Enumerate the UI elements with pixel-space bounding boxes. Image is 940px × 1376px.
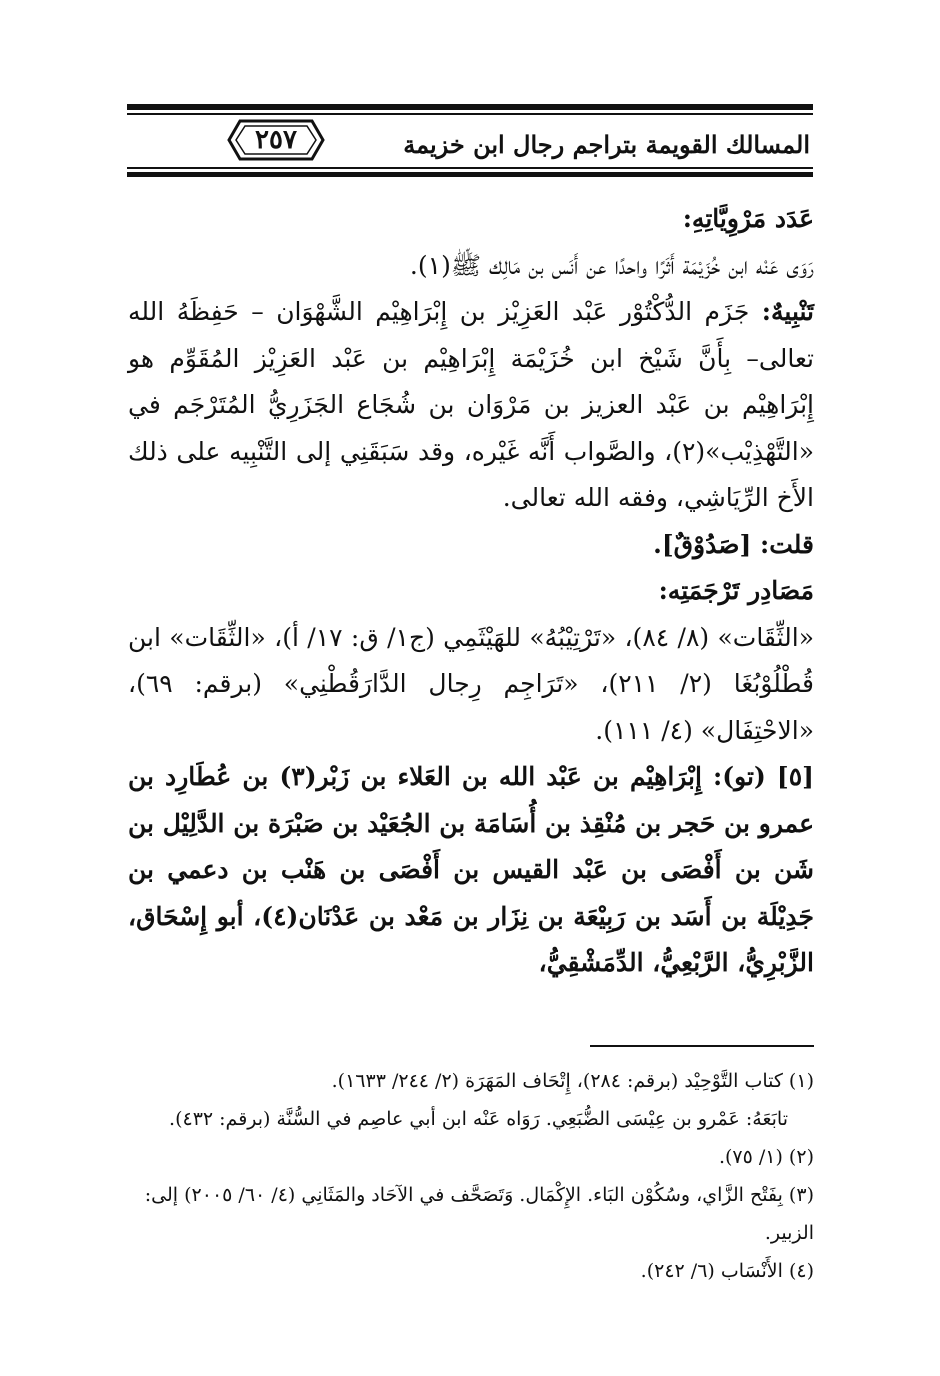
footnote: تابَعَهُ: عَمْرو بن عِيْسَى الضُّبَعِي. رَوَاه عَنْه ابن أبي عاصِم في السُّنَّة (برقم: ٤٣٢). xyxy=(169,1108,788,1130)
entry-text: (تو): إِبْرَاهِيْم بن عَبْد الله بن العَلاء بن زَبْر(٣) بن عُطَارِد بن عمرو بن حَجر بن مُنْقِذ بن أُسَامَة بن الجُعَيْد بن صَبْرَة بن الدَّلِيْل بن شَن بن أَفْصَى بن عَبْد القيس بن أَفْصَى بن هَنْب بن دعمي بن جَدِيْلَة بن أَسَد بن رَبِيْعَة بن نِزَار بن مَعْد بن عَدْنَان(٤)، أبو إِسْحَاق، الزَّبْرِيُّ، الرَّبْعِيُّ، الدِّمَشْقِيُّ، xyxy=(128,762,814,977)
note-label: تَنْبِيهٌ: xyxy=(761,297,814,326)
header-rule-top-thin xyxy=(127,113,813,115)
sources-text: «الثِّقَات» (٨/ ٨٤)، «تَرْتِيْبُهُ» للهَيْثَمِي (ج١/ ق: ١٧/ أ)، «الثِّقَات» ابن قُطْلُوْبُغَا (٢/ ٢١١)، «تَرَاجِم رِجال الدَّارَقُطْنِي» (برقم: ٦٩)، «الاحْتِفَال» (٤/ ١١١). xyxy=(128,622,814,745)
main-text xyxy=(128,196,814,987)
note-text: جَزَم الدُّكْتُوْر عَبْد العَزِيْز بن إِبْرَاهِيْم الشَّهْوَان – حَفِظَهُ الله تعالى– بِأَنَّ شَيْخ ابن خُزَيْمَة إِبْرَاهِيْم بن عَبْد العَزِيْز المُقَوِّم هو إِبْرَاهِيْم بن عَبْد العزيز بن مَرْوَان بن شُجَاع الجَزَرِيُّ المُتَرْجَم في «التَّهْذِيْب»(٢)، والصَّواب أَنَّه غَيْره، وقد سَبَقَنِي إلى التَّنْبِيه على ذلك الأَخ الرِّيَاشِي، وفقه الله تعالى. xyxy=(128,297,814,512)
footnote: (٢) (١/ ٧٥). xyxy=(718,1146,814,1168)
page-number-frame xyxy=(226,118,326,162)
footnote-separator xyxy=(590,1045,814,1047)
header-rule-top-thick xyxy=(127,104,813,110)
running-header-title: المسالك القويمة بتراجم رجال ابن خزيمة xyxy=(403,130,810,159)
sources-heading: مَصَادِر تَرْجَمَتِه: xyxy=(658,576,814,605)
footnote: (٤) الأَنْسَاب (٦/ ٢٤٢). xyxy=(640,1260,814,1282)
footnotes xyxy=(128,1062,814,1290)
verdict: قلت: [صَدُوْقٌ]. xyxy=(653,529,814,559)
footnote: (١) كتاب التَّوْحِيْد (برقم: ٢٨٤)، إِتْحَاف المَهَرَة (٢/ ٢٤٤/ ١٦٣٣). xyxy=(331,1070,814,1092)
count-heading: عَدَد مَرْوِيَّاتِهِ: xyxy=(682,204,814,233)
count-text: رَوَى عَنْه ابن خُزَيْمَة أَثَرًا واحدًا عن أَنَس بن مَالِك ﷺ(١). xyxy=(409,250,814,280)
entry-number: [٥] xyxy=(776,762,814,791)
narrator-entry xyxy=(128,754,814,987)
note-paragraph xyxy=(128,289,814,522)
footnote: (٣) بِفَتْح الزَّاي، وسُكُوْن البَاء. الإِكْمَال. وَتَصَحَّف في الآحَاد والمَثَانِي (٤/ ٦٠/ ٢٠٠٥) إلى: الزبير. xyxy=(144,1184,814,1244)
page-number: ٢٥٧ xyxy=(255,125,297,155)
entry-paragraph xyxy=(128,754,814,987)
header-rule-bottom-thin xyxy=(127,167,813,169)
header-rule-bottom-thick xyxy=(127,172,813,177)
